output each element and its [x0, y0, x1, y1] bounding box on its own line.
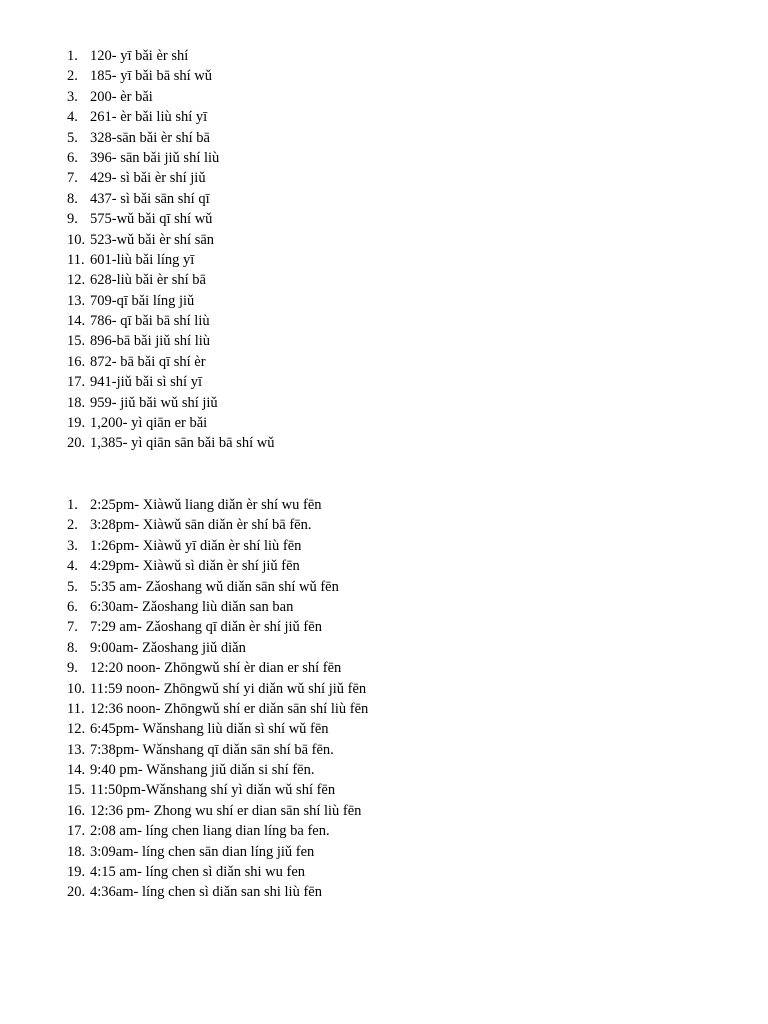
- item-text: 5:35 am- Zǎoshang wǔ diǎn sān shí wǔ fēn: [90, 578, 339, 595]
- item-text: 437- sì bǎi sān shí qī: [90, 190, 210, 207]
- item-text: 200- èr bǎi: [90, 88, 153, 105]
- item-number: 10.: [67, 231, 86, 248]
- item-number: 12.: [67, 272, 86, 289]
- item-text: 11:59 noon- Zhōngwǔ shí yi diǎn wǔ shí jiǔ fēn: [90, 680, 367, 697]
- item-text: 7:29 am- Zǎoshang qī diǎn èr shí jiǔ fēn: [90, 619, 322, 636]
- item-text: 12:36 noon- Zhōngwǔ shí er diǎn sān shí liù fēn: [90, 700, 369, 717]
- item-text: 941-jiǔ bǎi sì shí yī: [90, 374, 202, 391]
- item-number: 17.: [67, 823, 86, 840]
- item-text: 3:09am- líng chen sān dian líng jiǔ fen: [90, 843, 315, 860]
- item-number: 11.: [67, 251, 85, 268]
- item-number: 15.: [67, 782, 86, 799]
- item-text: 396- sān bǎi jiǔ shí liù: [90, 149, 220, 166]
- item-number: 8.: [67, 190, 78, 207]
- item-number: 10.: [67, 680, 86, 697]
- item-text: 2:25pm- Xiàwǔ liang diǎn èr shí wu fēn: [90, 497, 322, 513]
- item-number: 8.: [67, 639, 78, 656]
- item-text: 429- sì bǎi èr shí jiǔ: [90, 170, 206, 187]
- item-number: 6.: [67, 149, 78, 166]
- item-number: 13.: [67, 741, 86, 758]
- item-text: 9:40 pm- Wǎnshang jiǔ diǎn si shí fēn.: [90, 762, 315, 779]
- item-text: 872- bā bǎi qī shí èr: [90, 353, 206, 370]
- item-text: 4:36am- líng chen sì diǎn san shi liù fēn: [90, 884, 322, 901]
- item-number: 7.: [67, 170, 78, 187]
- item-number: 9.: [67, 211, 78, 228]
- item-number: 18.: [67, 843, 86, 860]
- item-number: 19.: [67, 864, 86, 881]
- item-number: 3.: [67, 88, 78, 105]
- item-number: 13.: [67, 292, 86, 309]
- item-number: 20.: [67, 884, 86, 901]
- item-text: 6:30am- Zǎoshang liù diǎn san ban: [90, 598, 294, 615]
- item-number: 5.: [67, 578, 78, 595]
- item-number: 3.: [67, 537, 78, 554]
- item-number: 15.: [67, 333, 86, 350]
- item-number: 4.: [67, 558, 78, 575]
- item-text: 12:20 noon- Zhōngwǔ shí èr dian er shí fēn: [90, 660, 342, 677]
- item-number: 11.: [67, 700, 85, 717]
- item-number: 16.: [67, 353, 86, 370]
- item-text: 1,385- yì qiān sān bǎi bā shí wǔ: [90, 435, 275, 452]
- item-text: 4:15 am- líng chen sì diǎn shi wu fen: [90, 864, 306, 881]
- item-number: 4.: [67, 109, 78, 126]
- item-number: 1.: [67, 497, 78, 513]
- item-text: 709-qī bǎi líng jiǔ: [90, 292, 195, 309]
- item-text: 786- qī bǎi bā shí liù: [90, 313, 210, 330]
- item-text: 185- yī bǎi bā shí wǔ: [90, 68, 213, 85]
- item-number: 7.: [67, 619, 78, 636]
- item-number: 5.: [67, 129, 78, 146]
- item-text: 261- èr bǎi liù shí yī: [90, 109, 208, 126]
- item-number: 17.: [67, 374, 86, 391]
- item-text: 120- yī bǎi èr shí: [90, 48, 189, 64]
- item-number: 14.: [67, 313, 86, 330]
- item-text: 1:26pm- Xiàwǔ yī diǎn èr shí liù fēn: [90, 537, 302, 554]
- item-number: 16.: [67, 802, 86, 819]
- item-text: 959- jiǔ bǎi wǔ shí jiǔ: [90, 394, 218, 411]
- item-number: 1.: [67, 48, 78, 64]
- item-text: 523-wǔ bǎi èr shí sān: [90, 231, 215, 248]
- item-number: 20.: [67, 435, 86, 452]
- item-text: 628-liù bǎi èr shí bā: [90, 272, 206, 289]
- item-text: 9:00am- Zǎoshang jiǔ diǎn: [90, 639, 246, 656]
- item-number: 14.: [67, 762, 86, 779]
- item-text: 601-liù bǎi líng yī: [90, 251, 195, 268]
- item-text: 896-bā bǎi jiǔ shí liù: [90, 333, 211, 350]
- item-number: 18.: [67, 394, 86, 411]
- item-number: 2.: [67, 517, 78, 534]
- item-text: 328-sān bǎi èr shí bā: [90, 129, 210, 146]
- item-number: 19.: [67, 415, 86, 432]
- item-text: 11:50pm-Wǎnshang shí yì diǎn wǔ shí fēn: [90, 782, 336, 799]
- item-text: 575-wǔ bǎi qī shí wǔ: [90, 211, 213, 228]
- item-number: 6.: [67, 598, 78, 615]
- item-number: 12.: [67, 721, 86, 738]
- item-text: 1,200- yì qiān er bǎi: [90, 415, 208, 432]
- item-text: 7:38pm- Wǎnshang qī diǎn sān shí bā fēn.: [90, 741, 334, 758]
- item-text: 2:08 am- líng chen liang dian líng ba fen.: [90, 823, 330, 840]
- item-text: 12:36 pm- Zhong wu shí er dian sān shí liù fēn: [90, 802, 362, 819]
- item-number: 2.: [67, 68, 78, 85]
- item-text: 3:28pm- Xiàwǔ sān diǎn èr shí bā fēn.: [90, 517, 312, 534]
- item-text: 6:45pm- Wǎnshang liù diǎn sì shí wǔ fēn: [90, 721, 329, 738]
- item-number: 9.: [67, 660, 78, 677]
- item-text: 4:29pm- Xiàwǔ sì diǎn èr shí jiǔ fēn: [90, 558, 300, 575]
